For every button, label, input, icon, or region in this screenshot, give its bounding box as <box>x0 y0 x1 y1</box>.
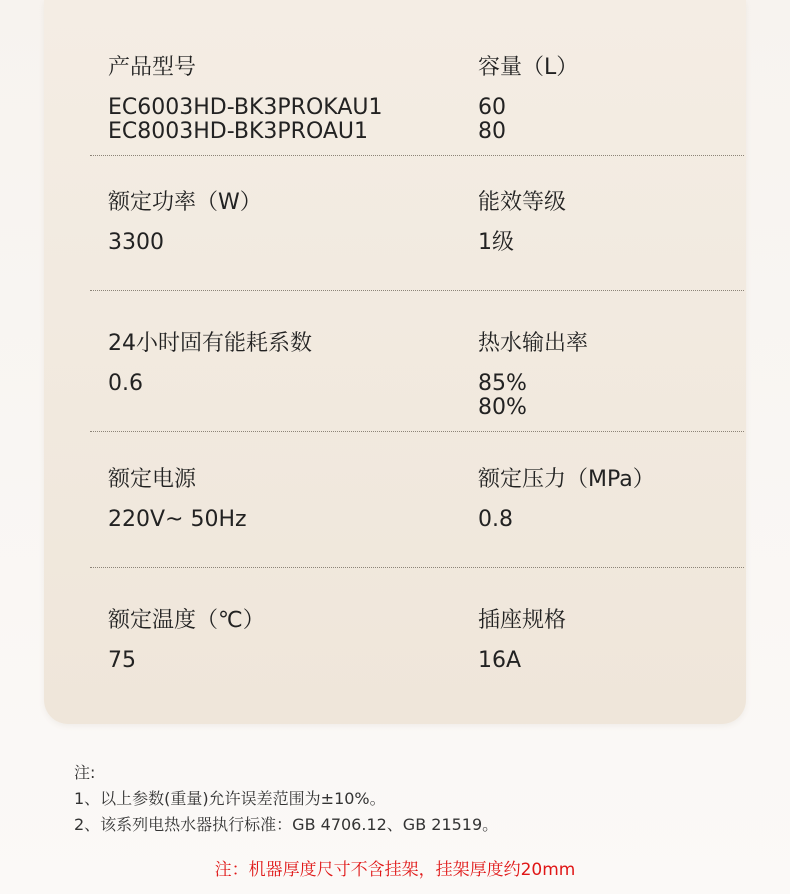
spec-power-cell <box>108 191 262 255</box>
spec-efficiency-cell <box>478 191 566 255</box>
spec-value-model-2: EC8003HD-BK3PROAU1 <box>108 119 369 144</box>
spec-label-power-supply: 额定电源 <box>108 467 197 492</box>
spec-value-socket: 16A <box>478 648 522 673</box>
spec-value-capacity-2: 80 <box>478 119 506 144</box>
spec-value-output-rate-2: 80% <box>478 395 527 420</box>
spec-card <box>44 0 746 724</box>
spec-value-model-1: EC6003HD-BK3PROKAU1 <box>108 95 383 120</box>
spec-value-power: 3300 <box>108 230 164 255</box>
divider-2 <box>90 290 744 291</box>
spec-value-capacity-1: 60 <box>478 95 506 120</box>
spec-label-capacity: 容量（L） <box>478 55 579 80</box>
spec-label-output-rate: 热水输出率 <box>478 331 589 356</box>
spec-capacity-cell <box>478 56 578 144</box>
spec-label-socket: 插座规格 <box>478 608 567 633</box>
spec-consumption-cell <box>108 332 312 396</box>
divider-1 <box>90 155 744 156</box>
spec-label-efficiency: 能效等级 <box>478 190 567 215</box>
spec-label-pressure: 额定压力（MPa） <box>478 467 655 492</box>
spec-power-supply-cell <box>108 468 247 532</box>
divider-4 <box>90 567 744 568</box>
spec-value-output-rate-1: 85% <box>478 371 527 396</box>
spec-value-efficiency: 1级 <box>478 230 514 255</box>
spec-label-consumption: 24小时固有能耗系数 <box>108 331 312 356</box>
spec-value-temperature: 75 <box>108 648 136 673</box>
notes-line-1: 1、以上参数(重量)允许误差范围为±10%。 <box>74 789 386 808</box>
spec-socket-cell <box>478 609 566 673</box>
spec-output-rate-cell <box>478 332 588 420</box>
divider-3 <box>90 431 744 432</box>
spec-pressure-cell <box>478 468 655 532</box>
spec-value-pressure: 0.8 <box>478 507 513 532</box>
spec-value-power-supply: 220V~ 50Hz <box>108 507 247 532</box>
notes-heading: 注: <box>74 763 96 782</box>
spec-temperature-cell <box>108 609 265 673</box>
spec-label-model: 产品型号 <box>108 55 197 80</box>
notes-section <box>74 760 498 838</box>
spec-label-power: 额定功率（W） <box>108 190 262 215</box>
spec-value-consumption: 0.6 <box>108 371 143 396</box>
spec-label-temperature: 额定温度（℃） <box>108 608 265 633</box>
bracket-thickness-note: 注：机器厚度尺寸不含挂架，挂架厚度约20mm <box>214 860 576 880</box>
spec-model-cell <box>108 56 382 144</box>
notes-line-2: 2、该系列电热水器执行标准：GB 4706.12、GB 21519。 <box>74 815 499 834</box>
